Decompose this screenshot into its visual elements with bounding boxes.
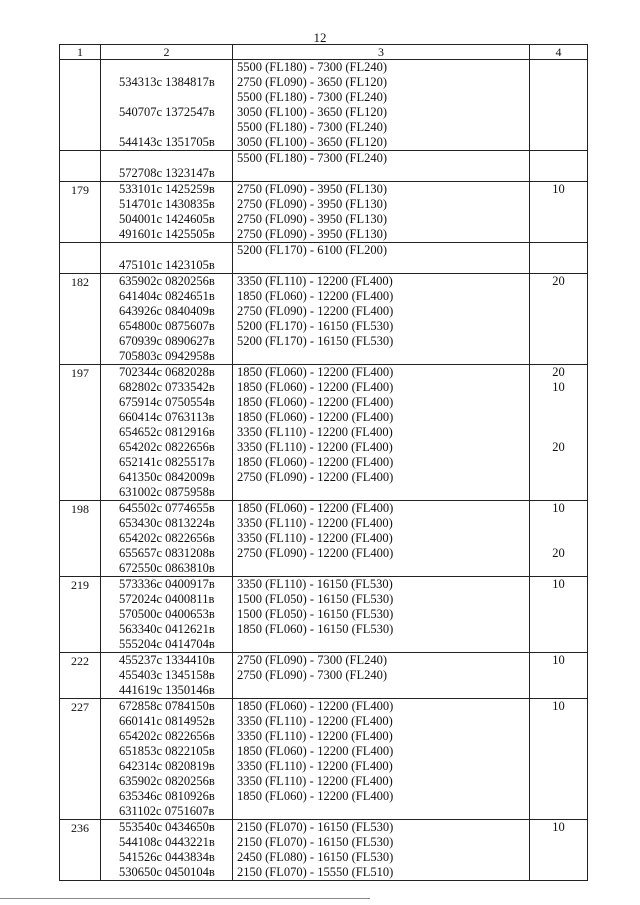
coordinate-line: 455403c 1345158в [119,668,215,682]
value-line [530,774,587,789]
altitude-line: 3350 (FL110) - 12200 (FL400) [237,531,393,545]
value-line [530,668,587,683]
value-line [530,622,587,637]
value-line: 10 [552,820,565,834]
value-line: 10 [552,653,565,667]
altitude-range-cell [233,60,530,150]
altitude-line: 2750 (FL090) - 3950 (FL130) [237,197,387,211]
coordinate-line: 635902c 0820256в [119,774,215,788]
altitude-line: 2750 (FL090) - 12200 (FL400) [237,304,394,318]
coordinates-cell [101,243,233,273]
coordinate-line: 491601c 1425505в [119,227,215,241]
value-line [530,455,587,470]
value-line [530,120,587,135]
value-cell [530,699,587,819]
value-line [530,319,587,334]
value-line [530,835,587,850]
table-row [60,501,587,577]
altitude-line: 5200 (FL170) - 16150 (FL530) [237,319,394,333]
altitude-line: 2450 (FL080) - 16150 (FL530) [237,850,394,864]
coordinate-line: 654652c 0812916в [119,425,215,439]
coordinate-line: 672858c 0784150в [119,699,215,713]
altitude-line: 3350 (FL110) - 12200 (FL400) [237,729,393,743]
footer-rule [0,898,370,899]
altitude-line: 5200 (FL170) - 6100 (FL200) [237,243,387,257]
value-line: 10 [552,577,565,591]
value-line [530,714,587,729]
altitude-line: 2750 (FL090) - 12200 (FL400) [237,546,394,560]
altitude-range-cell [233,243,530,273]
coordinate-line: 530650c 0450104в [119,865,215,879]
coordinate-line: 655657c 0831208в [119,546,215,560]
altitude-line: 3350 (FL110) - 12200 (FL400) [237,516,393,530]
value-line [530,470,587,485]
coordinate-line: 675914c 0750554в [119,395,215,409]
value-line [530,804,587,819]
altitude-range-cell [233,182,530,242]
altitude-line: 2750 (FL090) - 3950 (FL130) [237,182,387,196]
zone-number-cell: 182 [60,274,101,364]
header-col-2: 2 [101,45,233,59]
altitude-line: 5200 (FL170) - 16150 (FL530) [237,334,394,348]
value-line: 10 [552,182,565,196]
altitude-line: 3350 (FL110) - 12200 (FL400) [237,274,393,288]
value-line [530,75,587,90]
coordinate-line: 573336c 0400917в [119,577,215,591]
value-line [530,349,587,364]
altitude-line: 3350 (FL110) - 12200 (FL400) [237,425,393,439]
value-line [530,744,587,759]
altitude-line: 2150 (FL070) - 16150 (FL530) [237,820,394,834]
value-line [530,729,587,744]
coordinate-line: 651853c 0822105в [119,744,215,758]
coordinate-line: 534313c 1384817в [119,75,215,89]
zone-number-cell [60,60,101,150]
coordinates-cell [101,151,233,181]
coordinates-cell [101,182,233,242]
value-cell [530,653,587,698]
zone-number-cell: 219 [60,577,101,652]
value-line: 10 [552,380,565,394]
coordinate-line: 705803c 0942958в [119,349,215,363]
coordinate-line: 635902c 0820256в [119,274,215,288]
altitude-line: 5500 (FL180) - 7300 (FL240) [237,90,387,104]
value-line [530,105,587,120]
coordinate-line: 544108c 0443221в [119,835,215,849]
altitude-line: 1850 (FL060) - 12200 (FL400) [237,380,394,394]
altitude-line: 3350 (FL110) - 12200 (FL400) [237,714,393,728]
altitude-line: 1500 (FL050) - 16150 (FL530) [237,607,394,621]
altitude-range-cell [233,151,530,181]
zone-number-cell: 222 [60,653,101,698]
altitude-line [233,637,529,652]
altitude-line: 1850 (FL060) - 12200 (FL400) [237,501,394,515]
coordinate-line: 641350c 0842009в [119,470,215,484]
value-cell [530,243,587,273]
coordinate-line: 654202c 0822656в [119,531,215,545]
value-line [530,258,587,273]
coordinates-cell [101,653,233,698]
value-cell [530,151,587,181]
altitude-line: 2150 (FL070) - 15550 (FL510) [237,865,394,879]
coordinates-cell [101,820,233,880]
coordinate-line: 533101c 1425259в [119,182,215,196]
header-col-4: 4 [555,45,562,59]
altitude-range-cell [233,653,530,698]
table-row [60,243,587,274]
coordinate-line: 660414c 0763113в [119,410,215,424]
value-line [530,227,587,242]
value-line [530,166,587,181]
table-header-row [60,45,587,60]
coordinate-line: 645502c 0774655в [119,501,215,515]
altitude-range-cell [233,820,530,880]
table-row [60,365,587,501]
table-row [60,274,587,365]
coordinate-line: 514701c 1430835в [119,197,215,211]
coordinate-line: 702344c 0682028в [119,365,215,379]
coordinate-line: 563340c 0412621в [119,622,215,636]
coordinate-line: 660141c 0814952в [119,714,215,728]
value-line [530,561,587,576]
value-line: 20 [552,274,565,288]
value-line: 20 [552,365,565,379]
value-line [530,410,587,425]
coordinate-line: 540707c 1372547в [119,105,215,119]
zone-number-cell: 197 [60,365,101,500]
table-row [60,182,587,243]
zone-number-cell [60,151,101,181]
altitude-line: 3350 (FL110) - 12200 (FL400) [237,440,393,454]
coordinate-line [101,60,232,75]
coordinate-line [101,90,232,105]
altitude-line [233,166,529,181]
coordinates-cell [101,699,233,819]
value-line: 10 [552,699,565,713]
altitude-line: 5500 (FL180) - 7300 (FL240) [237,120,387,134]
zone-number-cell: 236 [60,820,101,880]
coordinate-line: 635346c 0810926в [119,789,215,803]
coordinate-line: 641404c 0824651в [119,289,215,303]
value-line [530,243,587,258]
table-body [60,60,587,880]
zone-number-cell: 179 [60,182,101,242]
value-line [530,197,587,212]
table-row [60,577,587,653]
altitude-range-cell [233,274,530,364]
coordinate-line [101,243,232,258]
altitude-range-cell [233,699,530,819]
altitude-line: 1850 (FL060) - 12200 (FL400) [237,699,394,713]
altitude-line: 5500 (FL180) - 7300 (FL240) [237,60,387,74]
altitude-line: 1500 (FL050) - 16150 (FL530) [237,592,394,606]
value-line [530,592,587,607]
altitude-line [233,683,529,698]
coordinate-line: 631002c 0875958в [119,485,215,499]
altitude-line: 3350 (FL110) - 12200 (FL400) [237,759,393,773]
coordinate-line: 572024c 0400811в [119,592,215,606]
coordinate-line: 441619c 1350146в [119,683,215,697]
coordinate-line: 455237c 1334410в [119,653,215,667]
altitude-line: 3350 (FL110) - 16150 (FL530) [237,577,393,591]
value-line [530,90,587,105]
altitude-range-cell [233,365,530,500]
coordinate-line: 631102c 0751607в [119,804,215,818]
value-line: 20 [552,440,565,454]
value-line [530,151,587,166]
value-cell [530,60,587,150]
table-row [60,60,587,151]
value-cell [530,182,587,242]
coordinate-line: 504001c 1424605в [119,212,215,226]
value-line [530,289,587,304]
coordinate-line: 553540c 0434650в [119,820,215,834]
value-cell [530,820,587,880]
altitude-line: 2750 (FL090) - 7300 (FL240) [237,668,387,682]
value-line [530,334,587,349]
header-col-1: 1 [60,45,101,59]
value-line [530,425,587,440]
altitude-line: 2750 (FL090) - 12200 (FL400) [237,470,394,484]
value-line [530,607,587,622]
coordinates-cell [101,501,233,576]
coordinate-line: 643926c 0840409в [119,304,215,318]
coordinate-line: 670939c 0890627в [119,334,215,348]
value-cell [530,274,587,364]
altitude-line: 2750 (FL090) - 3950 (FL130) [237,227,387,241]
coordinate-line [101,120,232,135]
value-line [530,395,587,410]
altitude-line: 3050 (FL100) - 3650 (FL120) [237,105,387,119]
altitude-line [233,258,529,273]
altitude-line: 1850 (FL060) - 16150 (FL530) [237,622,394,636]
altitude-line: 2150 (FL070) - 16150 (FL530) [237,835,394,849]
value-cell [530,577,587,652]
coordinates-cell [101,274,233,364]
coordinate-line: 652141c 0825517в [119,455,215,469]
coordinate-line: 555204c 0414704в [119,637,215,651]
table-row [60,699,587,820]
altitude-line: 2750 (FL090) - 3950 (FL130) [237,212,387,226]
coordinate-line: 642314c 0820819в [119,759,215,773]
zone-number-cell: 227 [60,699,101,819]
altitude-line [233,349,529,364]
value-line [530,485,587,500]
altitude-line: 2750 (FL090) - 7300 (FL240) [237,653,387,667]
value-line [530,865,587,880]
coordinate-line: 541526c 0443834в [119,850,215,864]
coordinate-line: 572708c 1323147в [119,166,215,180]
table-row [60,653,587,699]
zone-number-cell: 198 [60,501,101,576]
altitude-line: 1850 (FL060) - 12200 (FL400) [237,365,394,379]
coordinate-line: 654202c 0822656в [119,440,215,454]
value-line [530,683,587,698]
altitude-line: 3350 (FL110) - 12200 (FL400) [237,774,393,788]
coordinates-cell [101,577,233,652]
value-line [530,516,587,531]
value-line: 10 [552,501,565,515]
altitude-line: 1850 (FL060) - 12200 (FL400) [237,744,394,758]
altitude-line: 1850 (FL060) - 12200 (FL400) [237,289,394,303]
altitude-line: 1850 (FL060) - 12200 (FL400) [237,455,394,469]
altitude-line: 3050 (FL100) - 3650 (FL120) [237,135,387,149]
altitude-line: 1850 (FL060) - 12200 (FL400) [237,789,394,803]
coordinate-line: 570500c 0400653в [119,607,215,621]
altitude-line: 1850 (FL060) - 12200 (FL400) [237,410,394,424]
coordinate-line: 653430c 0813224в [119,516,215,530]
table-row [60,820,587,880]
coordinate-line [101,151,232,166]
coordinates-cell [101,365,233,500]
value-line [530,531,587,546]
coordinate-line: 654800c 0875607в [119,319,215,333]
airspace-table [59,44,588,881]
page-number: 12 [313,30,327,45]
header-col-3: 3 [233,45,530,59]
value-line [530,759,587,774]
value-line [530,637,587,652]
coordinate-line: 475101c 1423105в [119,258,215,272]
altitude-line [233,485,529,500]
value-line: 20 [552,546,565,560]
coordinate-line: 654202c 0822656в [119,729,215,743]
altitude-line: 2750 (FL090) - 3650 (FL120) [237,75,387,89]
coordinates-cell [101,60,233,150]
value-line [530,212,587,227]
value-line [530,135,587,150]
altitude-line [233,561,529,576]
value-cell [530,501,587,576]
zone-number-cell [60,243,101,273]
value-line [530,304,587,319]
table-row [60,151,587,182]
coordinate-line: 682802c 0733542в [119,380,215,394]
value-cell [530,365,587,500]
value-line [530,850,587,865]
value-line [530,60,587,75]
altitude-range-cell [233,501,530,576]
altitude-line [233,804,529,819]
coordinate-line: 672550c 0863810в [119,561,215,575]
altitude-line: 5500 (FL180) - 7300 (FL240) [237,151,387,165]
altitude-range-cell [233,577,530,652]
altitude-line: 1850 (FL060) - 12200 (FL400) [237,395,394,409]
value-line [530,789,587,804]
coordinate-line: 544143c 1351705в [119,135,215,149]
